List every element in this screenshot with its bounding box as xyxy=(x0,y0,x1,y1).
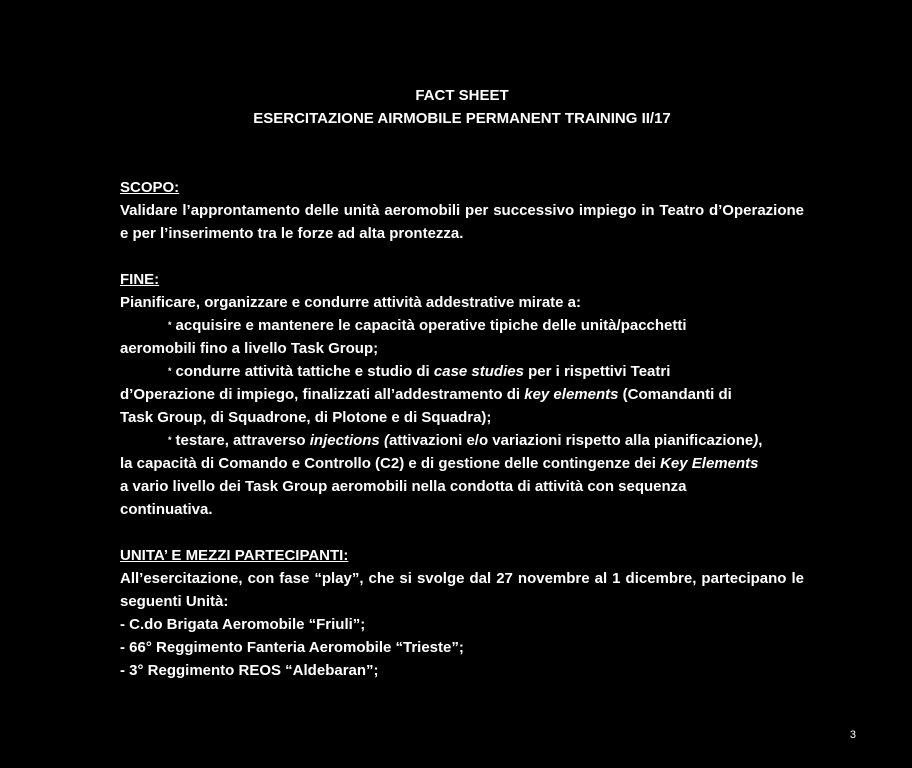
section-scopo xyxy=(120,176,804,245)
scopo-text: Validare l’approntamento delle unità aeromobili per successivo impiego in Teatro d’Operazione e per l’inserimento tra le forze ad alta prontezza. xyxy=(120,202,804,242)
fine-intro: Pianificare, organizzare e condurre attività addestrative mirate a: xyxy=(120,294,582,311)
fine-bullet-3-line-2: la capacità di Comando e Controllo (C2) e di gestione delle contingenze dei Key Elements xyxy=(120,455,759,472)
document-subtitle: ESERCITAZIONE AIRMOBILE PERMANENT TRAINING II/17 xyxy=(253,110,671,127)
fine-bullet-2-line-1: * condurre attività tattiche e studio di case studies per i rispettivi Teatri xyxy=(168,363,671,380)
fine-bullet-2-line-3: Task Group, di Squadrone, di Plotone e di Squadra); xyxy=(120,409,492,426)
fine-bullet-3-line-3: a vario livello dei Task Group aeromobili nella condotta di attività con sequenza xyxy=(120,478,687,495)
unit-list-item: - C.do Brigata Aeromobile “Friuli”; xyxy=(120,616,366,633)
fine-bullet-3-line-1: * testare, attraverso injections (attivazioni e/o variazioni rispetto alla pianificazione), xyxy=(168,432,763,449)
document-page xyxy=(120,84,804,682)
unit-list-item: - 3° Reggimento REOS “Aldebaran”; xyxy=(120,662,379,679)
section-heading-scopo: SCOPO: xyxy=(120,179,180,196)
unit-list-item: - 66° Reggimento Fanteria Aeromobile “Trieste”; xyxy=(120,639,464,656)
document-title: FACT SHEET xyxy=(415,87,509,104)
section-heading-unita: UNITA’ E MEZZI PARTECIPANTI: xyxy=(120,547,349,564)
fine-bullet-1-line-2: aeromobili fino a livello Task Group; xyxy=(120,340,379,357)
unita-text: All’esercitazione, con fase “play”, che si svolge dal 27 novembre al 1 dicembre, partecipano le seguenti Unità: xyxy=(120,570,804,610)
page-number: 3 xyxy=(849,729,856,741)
fine-bullet-1-line-1: * acquisire e mantenere le capacità operative tipiche delle unità/pacchetti xyxy=(168,317,687,334)
fine-bullet-2-line-2: d’Operazione di impiego, finalizzati all’addestramento di key elements (Comandanti di xyxy=(120,386,732,403)
section-fine xyxy=(120,268,804,521)
section-unita xyxy=(120,544,804,682)
bullet-marker: * xyxy=(168,435,172,445)
section-heading-fine: FINE: xyxy=(120,271,160,288)
bullet-marker: * xyxy=(168,320,172,330)
bullet-marker: * xyxy=(168,366,172,376)
fine-bullet-3-line-4: continuativa. xyxy=(120,501,213,518)
